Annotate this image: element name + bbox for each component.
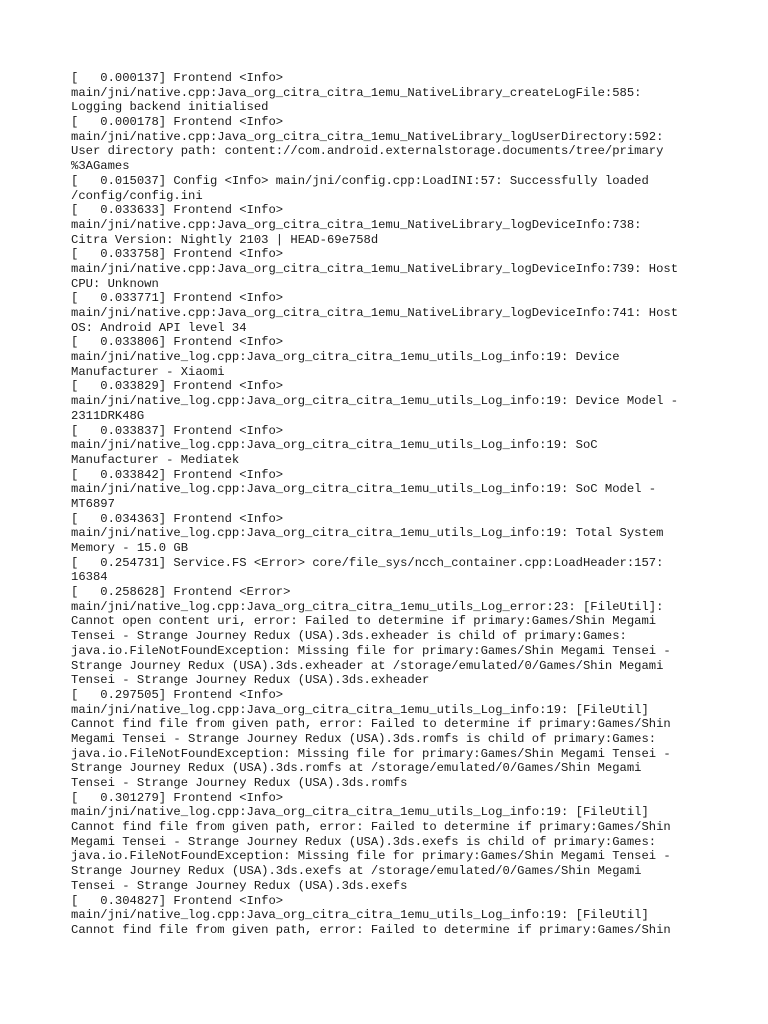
log-line: [ 0.033758] Frontend <Info> xyxy=(71,247,284,262)
log-line: [ 0.301279] Frontend <Info> xyxy=(71,790,284,805)
log-line: Memory - 15.0 GB xyxy=(71,541,189,555)
log-line: Strange Journey Redux (USA).3ds.exefs at /storage/emulated/0/Games/Shin Megami xyxy=(71,864,642,879)
log-line: Manufacturer - Mediatek xyxy=(71,452,240,467)
log-line: Citra Version: Nightly 2103 | HEAD-69e758d xyxy=(71,232,379,247)
log-line: java.io.FileNotFoundException: Missing file for primary:Games/Shin Megami Tensei - xyxy=(71,849,671,864)
log-line: [ 0.297505] Frontend <Info> xyxy=(71,687,284,702)
log-line: main/jni/native_log.cpp:Java_org_citra_citra_1emu_utils_Log_error:23: [FileUtil]: xyxy=(71,599,664,614)
log-line: [ 0.000178] Frontend <Info> xyxy=(71,115,284,130)
log-line: CPU: Unknown xyxy=(71,276,159,291)
log-line: main/jni/native.cpp:Java_org_citra_citra_1emu_NativeLibrary_logUserDirectory:592: xyxy=(71,129,664,144)
log-line: 2311DRK48G xyxy=(71,408,145,423)
log-line: Tensei - Strange Journey Redux (USA).3ds.romfs xyxy=(71,776,408,790)
log-line: Manufacturer - Xiaomi xyxy=(71,364,225,379)
log-line: Cannot find file from given path, error: Failed to determine if primary:Games/Shin xyxy=(71,922,671,937)
log-line: [ 0.033829] Frontend <Info> xyxy=(71,379,284,394)
log-line: Cannot find file from given path, error: Failed to determine if primary:Games/Shin xyxy=(71,717,671,732)
log-line: [ 0.254731] Service.FS <Error> core/file_sys/ncch_container.cpp:LoadHeader:157: xyxy=(71,555,664,570)
log-line: main/jni/native.cpp:Java_org_citra_citra_1emu_NativeLibrary_createLogFile:585: xyxy=(71,85,642,100)
log-line: OS: Android API level 34 xyxy=(71,320,247,335)
log-line: main/jni/native.cpp:Java_org_citra_citra_1emu_NativeLibrary_logDeviceInfo:738: xyxy=(71,217,642,232)
log-line: main/jni/native_log.cpp:Java_org_citra_citra_1emu_utils_Log_info:19: SoC xyxy=(71,438,598,453)
log-line: [ 0.000137] Frontend <Info> xyxy=(71,71,284,85)
log-text xyxy=(71,71,711,938)
log-line: main/jni/native.cpp:Java_org_citra_citra_1emu_NativeLibrary_logDeviceInfo:741: Host xyxy=(71,306,679,320)
log-line: MT6897 xyxy=(71,496,115,511)
log-line: main/jni/native_log.cpp:Java_org_citra_citra_1emu_utils_Log_info:19: [FileUtil] xyxy=(71,702,649,717)
log-line: Megami Tensei - Strange Journey Redux (USA).3ds.exefs is child of primary:Games: xyxy=(71,834,657,849)
log-line: [ 0.258628] Frontend <Error> xyxy=(71,585,291,600)
log-line: main/jni/native_log.cpp:Java_org_citra_citra_1emu_utils_Log_info:19: Device xyxy=(71,350,620,365)
log-line: Strange Journey Redux (USA).3ds.exheader at /storage/emulated/0/Games/Shin Megami xyxy=(71,658,664,673)
log-line: %3AGames xyxy=(71,159,130,174)
log-line: main/jni/native_log.cpp:Java_org_citra_citra_1emu_utils_Log_info:19: [FileUtil] xyxy=(71,805,649,820)
log-line: Strange Journey Redux (USA).3ds.romfs at /storage/emulated/0/Games/Shin Megami xyxy=(71,761,642,776)
log-line: [ 0.015037] Config <Info> main/jni/config.cpp:LoadINI:57: Successfully loaded xyxy=(71,173,649,188)
log-line: Tensei - Strange Journey Redux (USA).3ds.exheader is child of primary:Games: xyxy=(71,629,627,644)
log-line: [ 0.034363] Frontend <Info> xyxy=(71,511,284,526)
log-line: Cannot open content uri, error: Failed to determine if primary:Games/Shin Megami xyxy=(71,614,657,629)
log-line: main/jni/native_log.cpp:Java_org_citra_citra_1emu_utils_Log_info:19: Device Model - xyxy=(71,394,679,409)
log-line: 16384 xyxy=(71,570,108,585)
log-line: main/jni/native_log.cpp:Java_org_citra_citra_1emu_utils_Log_info:19: Total System xyxy=(71,526,664,541)
log-line: [ 0.033837] Frontend <Info> xyxy=(71,423,284,438)
log-line: main/jni/native_log.cpp:Java_org_citra_citra_1emu_utils_Log_info:19: SoC Model - xyxy=(71,482,657,497)
log-line: User directory path: content://com.android.externalstorage.documents/tree/primary xyxy=(71,144,664,159)
log-line: java.io.FileNotFoundException: Missing file for primary:Games/Shin Megami Tensei - xyxy=(71,746,671,761)
log-line: Cannot find file from given path, error: Failed to determine if primary:Games/Shin xyxy=(71,820,671,835)
log-line: java.io.FileNotFoundException: Missing file for primary:Games/Shin Megami Tensei - xyxy=(71,643,671,658)
log-line: main/jni/native.cpp:Java_org_citra_citra_1emu_NativeLibrary_logDeviceInfo:739: Host xyxy=(71,261,679,276)
log-line: [ 0.304827] Frontend <Info> xyxy=(71,893,284,908)
log-line: [ 0.033633] Frontend <Info> xyxy=(71,203,284,218)
log-line: Tensei - Strange Journey Redux (USA).3ds.exefs xyxy=(71,878,408,893)
log-line: Tensei - Strange Journey Redux (USA).3ds.exheader xyxy=(71,673,430,688)
log-line: /config/config.ini xyxy=(71,188,203,203)
log-line: main/jni/native_log.cpp:Java_org_citra_citra_1emu_utils_Log_info:19: [FileUtil] xyxy=(71,908,649,923)
log-line: [ 0.033806] Frontend <Info> xyxy=(71,335,284,350)
log-line: Logging backend initialised xyxy=(71,100,269,115)
log-line: Megami Tensei - Strange Journey Redux (USA).3ds.romfs is child of primary:Games: xyxy=(71,731,657,746)
log-line: [ 0.033771] Frontend <Info> xyxy=(71,291,284,306)
log-line: [ 0.033842] Frontend <Info> xyxy=(71,467,284,482)
